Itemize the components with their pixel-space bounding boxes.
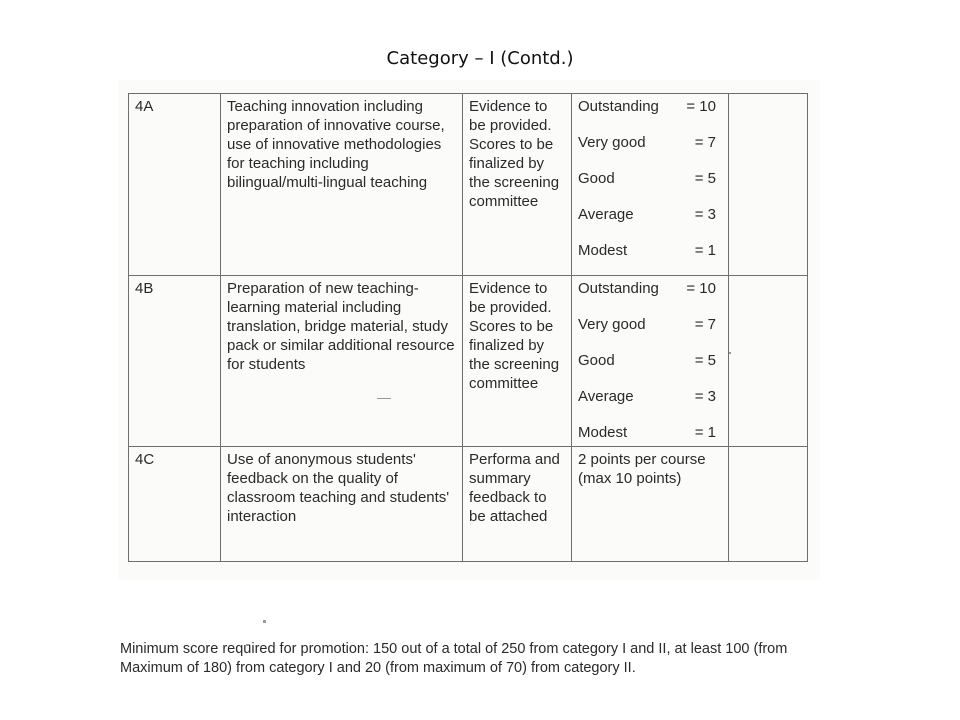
score-line <box>578 133 722 152</box>
score-cell: 2 points per course (max 10 points) <box>572 447 729 562</box>
row-id-cell: 4B <box>129 276 221 447</box>
score-label: Good <box>578 170 615 187</box>
score-line <box>578 315 722 334</box>
blank-cell <box>729 447 808 562</box>
table-row <box>129 276 808 447</box>
description-cell: Preparation of new teaching-learning material including translation, bridge material, study pack or similar additional resource for students <box>221 276 463 447</box>
score-label: Average <box>578 388 634 405</box>
score-label: Very good <box>578 316 646 333</box>
score-value: = 7 <box>694 134 716 151</box>
score-line <box>578 279 722 298</box>
score-value: = 7 <box>694 316 716 333</box>
score-value: = 1 <box>694 242 716 259</box>
evidence-cell: Performa and summary feedback to be attached <box>463 447 572 562</box>
score-cell <box>572 94 729 276</box>
blank-cell <box>729 276 808 447</box>
promotion-note: Minimum score required for promotion: 150 out of a total of 250 from category I and II, at least 100 (from Maximum of 180) from category I and 20 (from maximum of 70) from category II. <box>120 641 788 676</box>
score-line <box>578 423 722 442</box>
score-cell <box>572 276 729 447</box>
score-value: = 5 <box>694 170 716 187</box>
score-value: = 5 <box>694 352 716 369</box>
table-row <box>129 447 808 562</box>
table-row <box>129 94 808 276</box>
description-cell: Use of anonymous students' feedback on the quality of classroom teaching and students' interaction <box>221 447 463 562</box>
score-line <box>578 241 722 260</box>
score-label: Average <box>578 206 634 223</box>
row-id-cell: 4A <box>129 94 221 276</box>
criteria-table <box>128 93 808 562</box>
score-line <box>578 97 722 116</box>
score-line <box>578 351 722 370</box>
score-value: = 1 <box>694 424 716 441</box>
description-cell: Teaching innovation including preparation of innovative course, use of innovative methodologies for teaching including bilingual/multi-lingual teaching <box>221 94 463 276</box>
score-value: = 3 <box>694 388 716 405</box>
score-label: Good <box>578 352 615 369</box>
score-label: Modest <box>578 424 628 441</box>
score-label: Outstanding <box>578 98 659 115</box>
slide-title: Category – I (Contd.) <box>386 48 574 69</box>
scan-speck <box>377 398 391 399</box>
score-label: Modest <box>578 242 628 259</box>
score-line <box>578 387 722 406</box>
evidence-cell: Evidence to be provided. Scores to be finalized by the screening committee <box>463 94 572 276</box>
score-value: = 3 <box>694 206 716 223</box>
scan-speck <box>263 620 266 623</box>
score-label: Very good <box>578 134 646 151</box>
row-id-cell: 4C <box>129 447 221 562</box>
scan-speck <box>729 352 731 354</box>
score-line <box>578 169 722 188</box>
blank-cell <box>729 94 808 276</box>
score-value: = 10 <box>686 98 716 115</box>
evidence-cell: Evidence to be provided. Scores to be finalized by the screening committee <box>463 276 572 447</box>
score-value: = 10 <box>686 280 716 297</box>
score-label: Outstanding <box>578 280 659 297</box>
score-line <box>578 205 722 224</box>
